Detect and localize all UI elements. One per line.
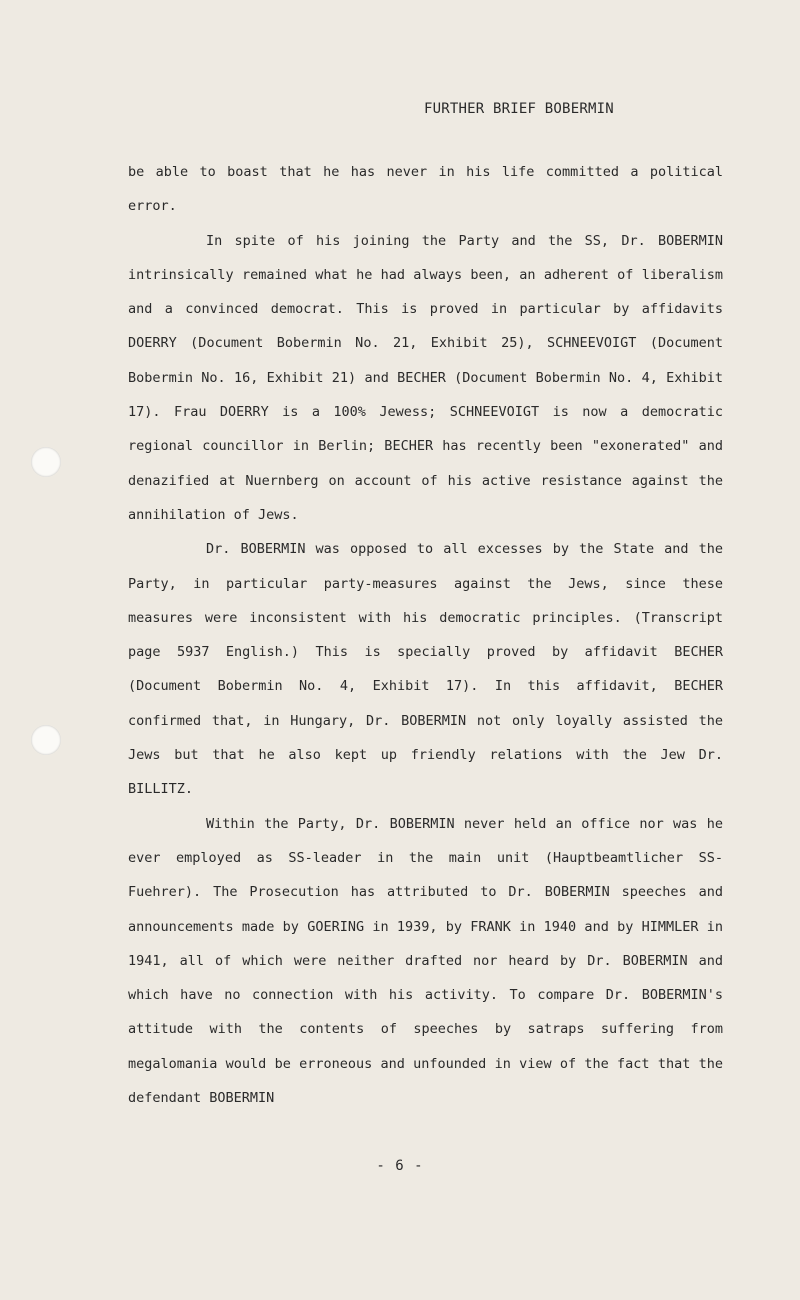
paragraph: be able to boast that he has never in his life committed a political error. (128, 164, 723, 215)
paragraph: Within the Party, Dr. BOBERMIN never held an office nor was he ever employed as SS-leader in the main unit (Hauptbeamtlicher SS-Fuehrer). The Prosecution has attributed to Dr. BOBERMIN speeches and announcements made by GOERING in 1939, by FRANK in 1940 and by HIMMLER in 1941, all of which were neither drafted nor heard by Dr. BOBERMIN and which have no connection with his activity. To compare Dr. BOBERMIN's attitude with the contents of speeches by satraps suffering from megalomania would be erroneous and unfounded in view of the fact that the defendant BOBERMIN (128, 815, 723, 1107)
paragraph: In spite of his joining the Party and the SS, Dr. BOBERMIN intrinsically remained what he had always been, an adherent of liberalism and a convinced democrat. This is proved in particular by affidavits DOERRY (Document Bobermin No. 21, Exhibit 25), SCHNEEVOIGT (Document Bobermin No. 16, Exhibit 21) and BECHER (Document Bobermin No. 4, Exhibit 17). Frau DOERRY is a 100% Jewess; SCHNEEVOIGT is now a democratic regional councillor in Berlin; BECHER has recently been "exonerated" and denazified at Nuernberg on account of his active resistance against the annihilation of Jews. (128, 232, 723, 523)
page-header: FURTHER BRIEF BOBERMIN (424, 101, 614, 117)
body-text (128, 155, 723, 1115)
page-number: - 6 - (376, 1158, 424, 1174)
paragraph: Dr. BOBERMIN was opposed to all excesses by the State and the Party, in particular party-measures against the Jews, since these measures were inconsistent with his democratic principles. (Transcript page 5937 English.) This is specially proved by affidavit BECHER (Document Bobermin No. 4, Exhibit 17). In this affidavit, BECHER confirmed that, in Hungary, Dr. BOBERMIN not only loyally assisted the Jews but that he also kept up friendly relations with the Jew Dr. BILLITZ. (128, 541, 723, 798)
punch-hole (31, 725, 61, 755)
punch-hole (31, 447, 61, 477)
